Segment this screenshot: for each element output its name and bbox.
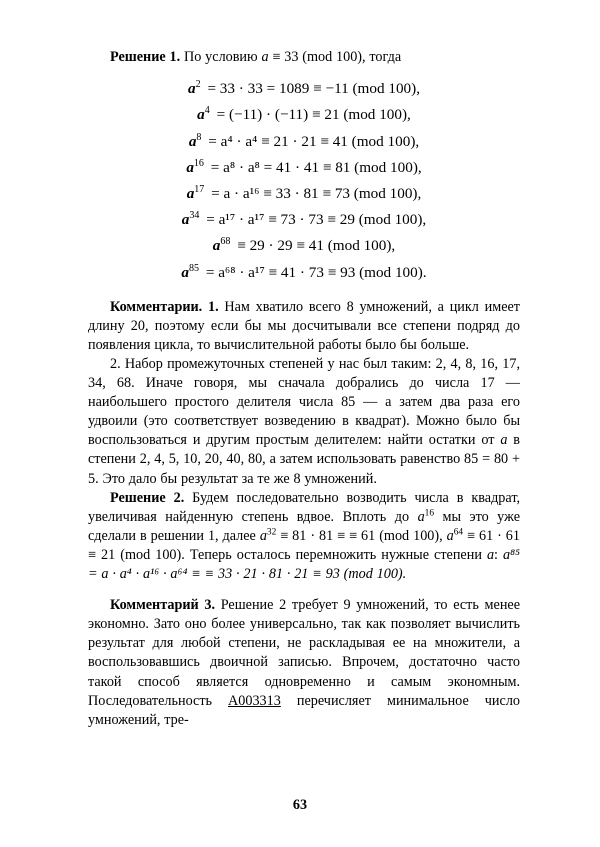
solution-1-intro-text-before: По условию — [180, 49, 262, 65]
solution-2-pow-a32-base: a — [259, 527, 267, 544]
oeis-sequence-link[interactable]: A003313 — [228, 692, 281, 709]
comments-2-body-a: 2. Набор промежуточных степеней у нас был таким: 2, 4, 8, 16, 17, 34, 68. Иначе говоря, мы сначала добрались до числа 17 — наибольшего простого делителя числа 85 — а затем два раза его удвоили (это соответствует возведению в квадрат). Можно было бы воспользоваться и другим простым делителем: найти остатки от — [88, 356, 520, 449]
equation-a4-body: = (−11) · (−11) ≡ 21 (mod 100), — [216, 106, 411, 124]
equation-a4-exponent: 4 — [204, 105, 210, 117]
comments-1-label: Комментарии. 1. — [110, 298, 219, 315]
equation-a68 — [88, 233, 520, 259]
comments-3-label: Комментарий 3. — [110, 597, 216, 614]
equation-a17-exponent: 17 — [194, 183, 205, 195]
solution-2-seg4: ≡ 61 · 61 ≡ 21 (mod 100). Теперь осталось перемножить нужные степени — [88, 527, 520, 563]
solution-2-paragraph — [88, 489, 520, 584]
solution-1-intro — [88, 48, 520, 67]
equation-a34-base: a — [181, 211, 190, 229]
equation-a16-base: a — [186, 158, 194, 176]
equation-a17-body: = a · a¹⁶ ≡ 33 · 81 ≡ 73 (mod 100), — [211, 184, 422, 202]
equation-a16 — [88, 155, 520, 181]
solution-2-pow-a64-base: a — [446, 527, 454, 544]
equation-a2-body: = 33 · 33 = 1089 ≡ −11 (mod 100), — [207, 80, 420, 98]
equation-a8-base: a — [188, 132, 197, 150]
solution-2-final-equation: a⁸⁵ = a · a⁴ · a¹⁶ · a⁶⁴ ≡ ≡ 33 · 21 · 81 · 21 ≡ 93 (mod 100). — [88, 546, 520, 583]
equation-a85-body: = a⁶⁸ · a¹⁷ ≡ 41 · 73 ≡ 93 (mod 100). — [205, 263, 427, 281]
solution-2-pow-a64-exponent: 64 — [453, 527, 464, 538]
comments-1-paragraph — [88, 298, 520, 355]
equation-a17-base: a — [186, 184, 195, 202]
equation-block — [88, 76, 520, 286]
equation-a17 — [88, 181, 520, 207]
comments-3-body-after: перечисляет минимальное число умножений, тре- — [88, 692, 520, 728]
comments-2-variable-a: a — [500, 432, 508, 449]
solution-1-label: Решение 1. — [110, 49, 181, 65]
solution-2-seg1: Будем последовательно возводить числа в квадрат, увеличивая найденную степень вдвое. Вплоть до — [88, 489, 520, 525]
page-content — [88, 48, 520, 730]
equation-a34-body: = a¹⁷ · a¹⁷ ≡ 73 · 73 ≡ 29 (mod 100), — [206, 211, 427, 229]
solution-2-label: Решение 2. — [110, 489, 185, 506]
solution-2-variable-a: a — [486, 546, 495, 563]
solution-2-pow-a16-base: a — [417, 508, 425, 525]
equation-a85-exponent: 85 — [188, 262, 199, 274]
comments-1-body: Нам хватило всего 8 умножений, а цикл имеет длину 20, поэтому если бы мы досчитывали все степени подряд до появления цикла, то вычислительной работы было бы больше. — [88, 298, 520, 353]
solution-2-pow-a32-exponent: 32 — [266, 527, 277, 538]
comments-2-body-b: в степени 2, 4, 5, 10, 20, 40, 80, а затем использовать равенство 85 = 80 + 5. Это дало бы результат за те же 8 умножений. — [88, 432, 521, 487]
solution-2-seg3: ≡ 81 · 81 ≡ ≡ 61 (mod 100), — [276, 527, 447, 544]
equation-a2 — [88, 76, 520, 102]
equation-a34-exponent: 34 — [189, 210, 200, 222]
equation-a8-exponent: 8 — [196, 131, 202, 143]
equation-a85-base: a — [181, 263, 189, 281]
equation-a2-base: a — [188, 80, 196, 98]
equation-a16-body: = a⁸ · a⁸ = 41 · 41 ≡ 81 (mod 100), — [210, 158, 422, 176]
equation-a2-exponent: 2 — [195, 79, 201, 91]
solution-2-seg2: мы это уже сделали в решении 1, далее — [88, 508, 520, 544]
page-number: 63 — [292, 797, 308, 813]
solution-2-pow-a16-exponent: 16 — [424, 508, 435, 519]
equation-a8-body: = a⁴ · a⁴ ≡ 21 · 21 ≡ 41 (mod 100), — [208, 132, 420, 150]
equation-a68-body: ≡ 29 · 29 ≡ 41 (mod 100), — [237, 237, 396, 255]
solution-1-intro-text-after: ≡ 33 (mod 100), тогда — [268, 49, 402, 65]
comments-3-paragraph — [88, 596, 520, 730]
equation-a68-exponent: 68 — [220, 236, 231, 248]
equation-a4 — [88, 102, 520, 128]
equation-a34 — [88, 207, 520, 233]
comments-3-body-before: Решение 2 требует 9 умножений, то есть менее экономно. Зато оно более универсально, так как позволяет вычислить результат для любой степени, не раскладывая ее на множители, а воспользовавшись двоичной записью. Впрочем, достаточно часто такой способ является одновременно и самым экономным. Последовательность — [88, 597, 521, 709]
equation-a4-base: a — [197, 106, 205, 124]
equation-a8 — [88, 129, 520, 155]
solution-2-seg5: : — [494, 546, 504, 563]
equation-a16-exponent: 16 — [193, 157, 204, 169]
comments-2-paragraph — [88, 355, 520, 489]
equation-a85 — [88, 260, 520, 286]
equation-a68-base: a — [212, 237, 221, 255]
variable-a: a — [261, 49, 269, 65]
